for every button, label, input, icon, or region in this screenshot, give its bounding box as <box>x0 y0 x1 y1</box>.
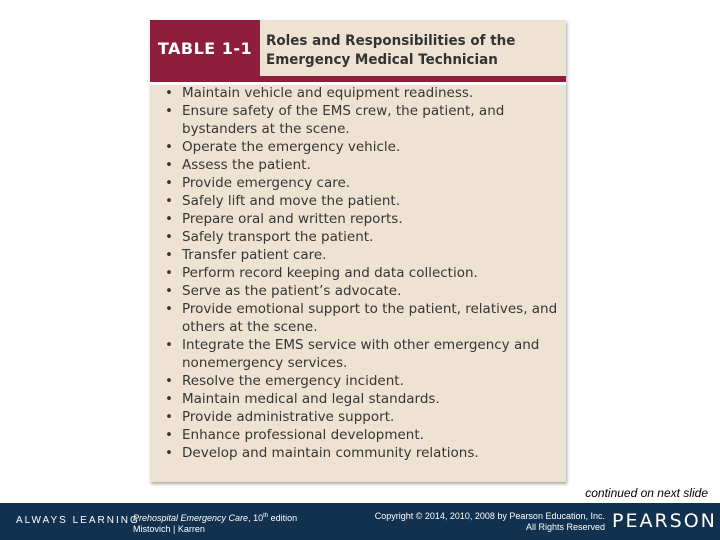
table-title-line-1: Roles and Responsibilities of the <box>266 33 516 49</box>
book-authors: Mistovich | Karren <box>133 524 205 534</box>
list-item: • Develop and maintain community relations. <box>162 444 560 462</box>
list-item: • Ensure safety of the EMS crew, the patient, and <box>162 102 560 120</box>
list-item: • Operate the emergency vehicle. <box>162 138 560 156</box>
list-item: • Assess the patient. <box>162 156 560 174</box>
footer-bar <box>0 503 720 540</box>
book-title: Prehospital Emergency Care <box>133 513 249 523</box>
list-item: • Resolve the emergency incident. <box>162 372 560 390</box>
edition-superscript: th <box>263 513 269 519</box>
table-label: TABLE 1-1 <box>150 20 260 76</box>
edition-suffix: edition <box>268 513 298 523</box>
list-item: • Transfer patient care. <box>162 246 560 264</box>
list-item: • Enhance professional development. <box>162 426 560 444</box>
list-item: • Provide emergency care. <box>162 174 560 192</box>
responsibilities-list <box>162 84 560 462</box>
list-item: • Provide administrative support. <box>162 408 560 426</box>
list-item: • Perform record keeping and data collection. <box>162 264 560 282</box>
list-item: • Serve as the patient’s advocate. <box>162 282 560 300</box>
pearson-logo: PEARSON <box>612 510 717 532</box>
list-item: • Maintain vehicle and equipment readiness. <box>162 84 560 102</box>
table-header <box>150 20 566 76</box>
list-item: • Prepare oral and written reports. <box>162 210 560 228</box>
list-item: nonemergency services. <box>182 355 348 371</box>
table-title-line-2: Emergency Medical Technician <box>266 52 498 68</box>
copyright-text: Copyright © 2014, 2010, 2008 by Pearson Education, Inc. <box>374 511 605 521</box>
list-item: others at the scene. <box>182 319 318 335</box>
footer-copyright <box>335 511 605 533</box>
list-item: • Provide emotional support to the patient, relatives, and <box>162 300 560 318</box>
list-item: bystanders at the scene. <box>182 121 350 137</box>
list-item: • Safely lift and move the patient. <box>162 192 560 210</box>
footer-book-info <box>133 511 297 535</box>
footer-book-line <box>133 511 297 524</box>
table-card <box>150 20 566 482</box>
continued-note: continued on next slide <box>585 486 708 500</box>
list-item: • Maintain medical and legal standards. <box>162 390 560 408</box>
table-title <box>266 32 536 70</box>
edition-prefix: , 10 <box>248 513 264 523</box>
list-item: • Integrate the EMS service with other emergency and <box>162 336 560 354</box>
footer-tagline: ALWAYS LEARNING <box>16 515 140 526</box>
rights-text: All Rights Reserved <box>525 522 605 532</box>
list-item: • Safely transport the patient. <box>162 228 560 246</box>
